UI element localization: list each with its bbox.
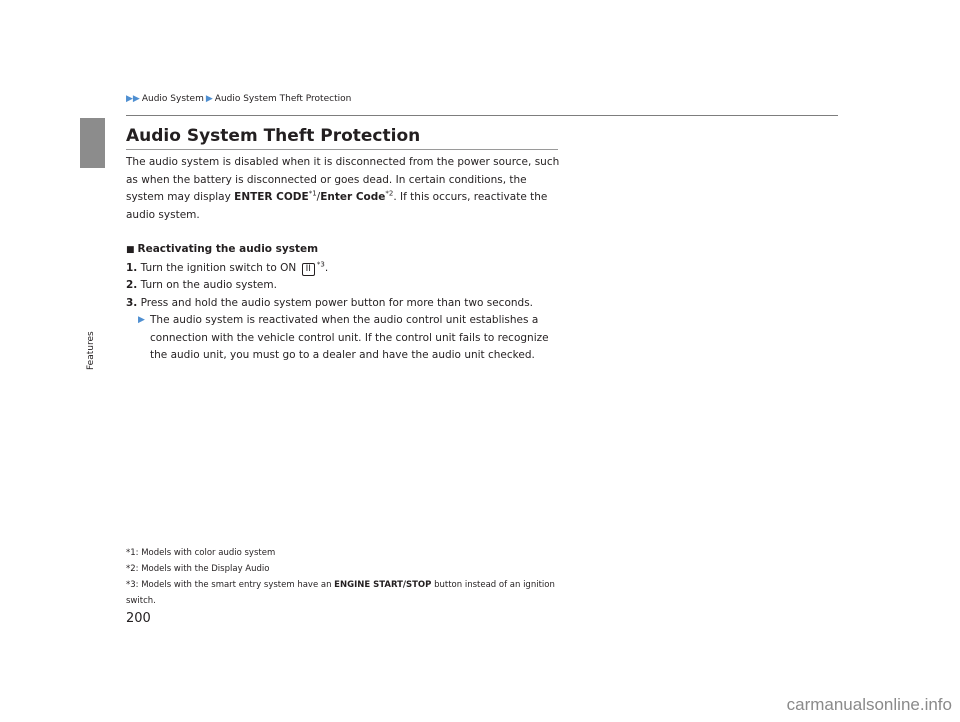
enter-code-text: ENTER CODE xyxy=(234,191,309,203)
step-3: 3. Press and hold the audio system power button for more than two seconds. xyxy=(126,296,533,309)
arrow-icon: ▶ xyxy=(138,315,145,325)
body-text xyxy=(126,154,566,365)
watermark: carmanualsonline.info xyxy=(786,695,952,714)
double-arrow-icon: ▶▶ xyxy=(126,94,140,104)
footnote-2: *2: Models with the Display Audio xyxy=(126,564,270,574)
header-rule xyxy=(126,115,838,116)
section-label: Features xyxy=(86,331,96,370)
footnotes xyxy=(126,545,576,609)
arrow-icon: ▶ xyxy=(205,94,213,104)
footnote-3: *3: Models with the smart entry system have an ENGINE START/STOP button instead of an ignition switch. xyxy=(126,580,555,606)
ignition-key-icon: II xyxy=(302,263,315,276)
step-2: 2. Turn on the audio system. xyxy=(126,279,277,291)
page-number: 200 xyxy=(126,611,151,626)
section-heading: ■ Reactivating the audio system xyxy=(126,243,319,255)
square-bullet-icon: ■ xyxy=(126,245,135,255)
footnote-ref: *1 xyxy=(308,189,317,198)
intro-paragraph: The audio system is disabled when it is disconnected from the power source, such as when the battery is disconnected or goes dead. In certain conditions, the system may display ENTER CODE$^{*1}$/Enter Code$^{*2}$. If this occurs, reactivate the audio system. xyxy=(126,156,560,221)
footnote-1: *1: Models with color audio system xyxy=(126,548,276,558)
breadcrumb xyxy=(126,94,351,104)
breadcrumb-item-audio-system[interactable]: Audio System xyxy=(141,94,204,104)
footnote-ref: *2 xyxy=(385,189,394,198)
step-1: 1. Turn the ignition switch to ON II $^{*3}$. xyxy=(126,260,329,274)
page-title: Audio System Theft Protection xyxy=(126,126,558,150)
breadcrumb-item-theft-protection[interactable]: Audio System Theft Protection xyxy=(214,94,352,104)
footnote-ref: *3 xyxy=(316,260,325,268)
sub-step: ▶ The audio system is reactivated when the audio control unit establishes a connection with the vehicle control unit. If the control unit fails to recognize the audio unit, you must go to a dealer and have the audio unit checked. xyxy=(138,314,549,361)
section-tab xyxy=(80,118,105,168)
enter-code-text-alt: Enter Code xyxy=(320,191,386,203)
